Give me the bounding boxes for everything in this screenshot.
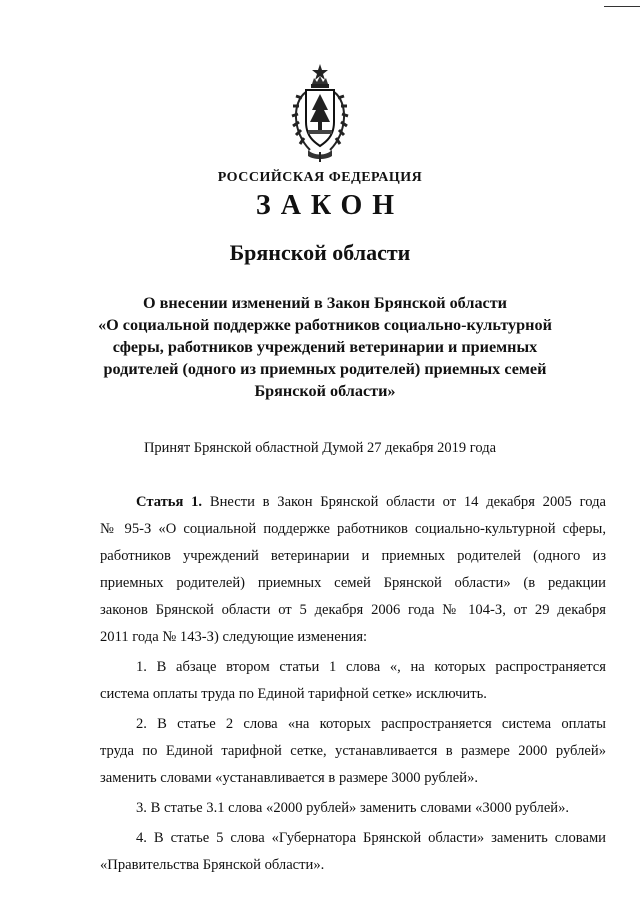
federation-heading: РОССИЙСКАЯ ФЕДЕРАЦИЯ <box>217 170 423 185</box>
adoption-note: Принят Брянской областной Думой 27 декабря 2019 года <box>143 440 497 456</box>
article-text: Внести в Закон Брянской области от 14 декабря 2005 года <box>209 494 606 510</box>
law-title-line: сферы, работников учреждений ветеринарии и приемных <box>112 338 538 356</box>
region-heading: Брянской области <box>229 240 411 265</box>
amendment-item-line: 1. В абзаце втором статьи 1 слова «, на которых распространяется <box>136 659 606 675</box>
amendment-item-line: труда по Единой тарифной сетке, устанавливается в размере 2000 рублей» <box>100 743 606 759</box>
law-title-line: О внесении изменений в Закон Брянской области <box>142 294 508 312</box>
article-line: 2011 года № 143-З) следующие изменения: <box>100 629 368 645</box>
amendment-item-line: заменить словами «устанавливается в размере 3000 рублей». <box>100 770 479 786</box>
law-heading: ЗАКОН <box>255 190 405 221</box>
amendment-item-line: система оплаты труда по Единой тарифной сетке» исключить. <box>100 686 487 702</box>
article-1 <box>100 489 606 879</box>
scan-edge-mark <box>604 0 640 7</box>
law-title <box>90 292 560 402</box>
amendment-item-line: 3. В статье 3.1 слова «2000 рублей» заменить словами «3000 рублей». <box>136 800 570 816</box>
law-title-line: Брянской области» <box>254 382 396 400</box>
article-line <box>100 489 606 516</box>
article-line: законов Брянской области от 5 декабря 2006 года № 104-З, от 29 декабря <box>100 602 606 618</box>
bryansk-coat-of-arms-icon <box>288 62 352 162</box>
article-line: работников учреждений ветеринарии и приемных родителей (одного из <box>100 548 606 564</box>
amendment-item-line: 4. В статье 5 слова «Губернатора Брянской области» заменить словами <box>136 830 606 846</box>
law-title-line: родителей (одного из приемных родителей) приемных семей <box>103 360 547 378</box>
article-label: Статья 1. <box>136 494 203 510</box>
article-line: приемных родителей) приемных семей Брянской области» (в редакции <box>100 575 606 591</box>
amendment-item-line: «Правительства Брянской области». <box>100 857 325 873</box>
law-title-line: «О социальной поддержке работников социально-культурной <box>98 316 552 334</box>
amendment-item-line: 2. В статье 2 слова «на которых распространяется система оплаты <box>136 716 606 732</box>
article-line: № 95-З «О социальной поддержке работников социально-культурной сферы, <box>100 521 606 537</box>
